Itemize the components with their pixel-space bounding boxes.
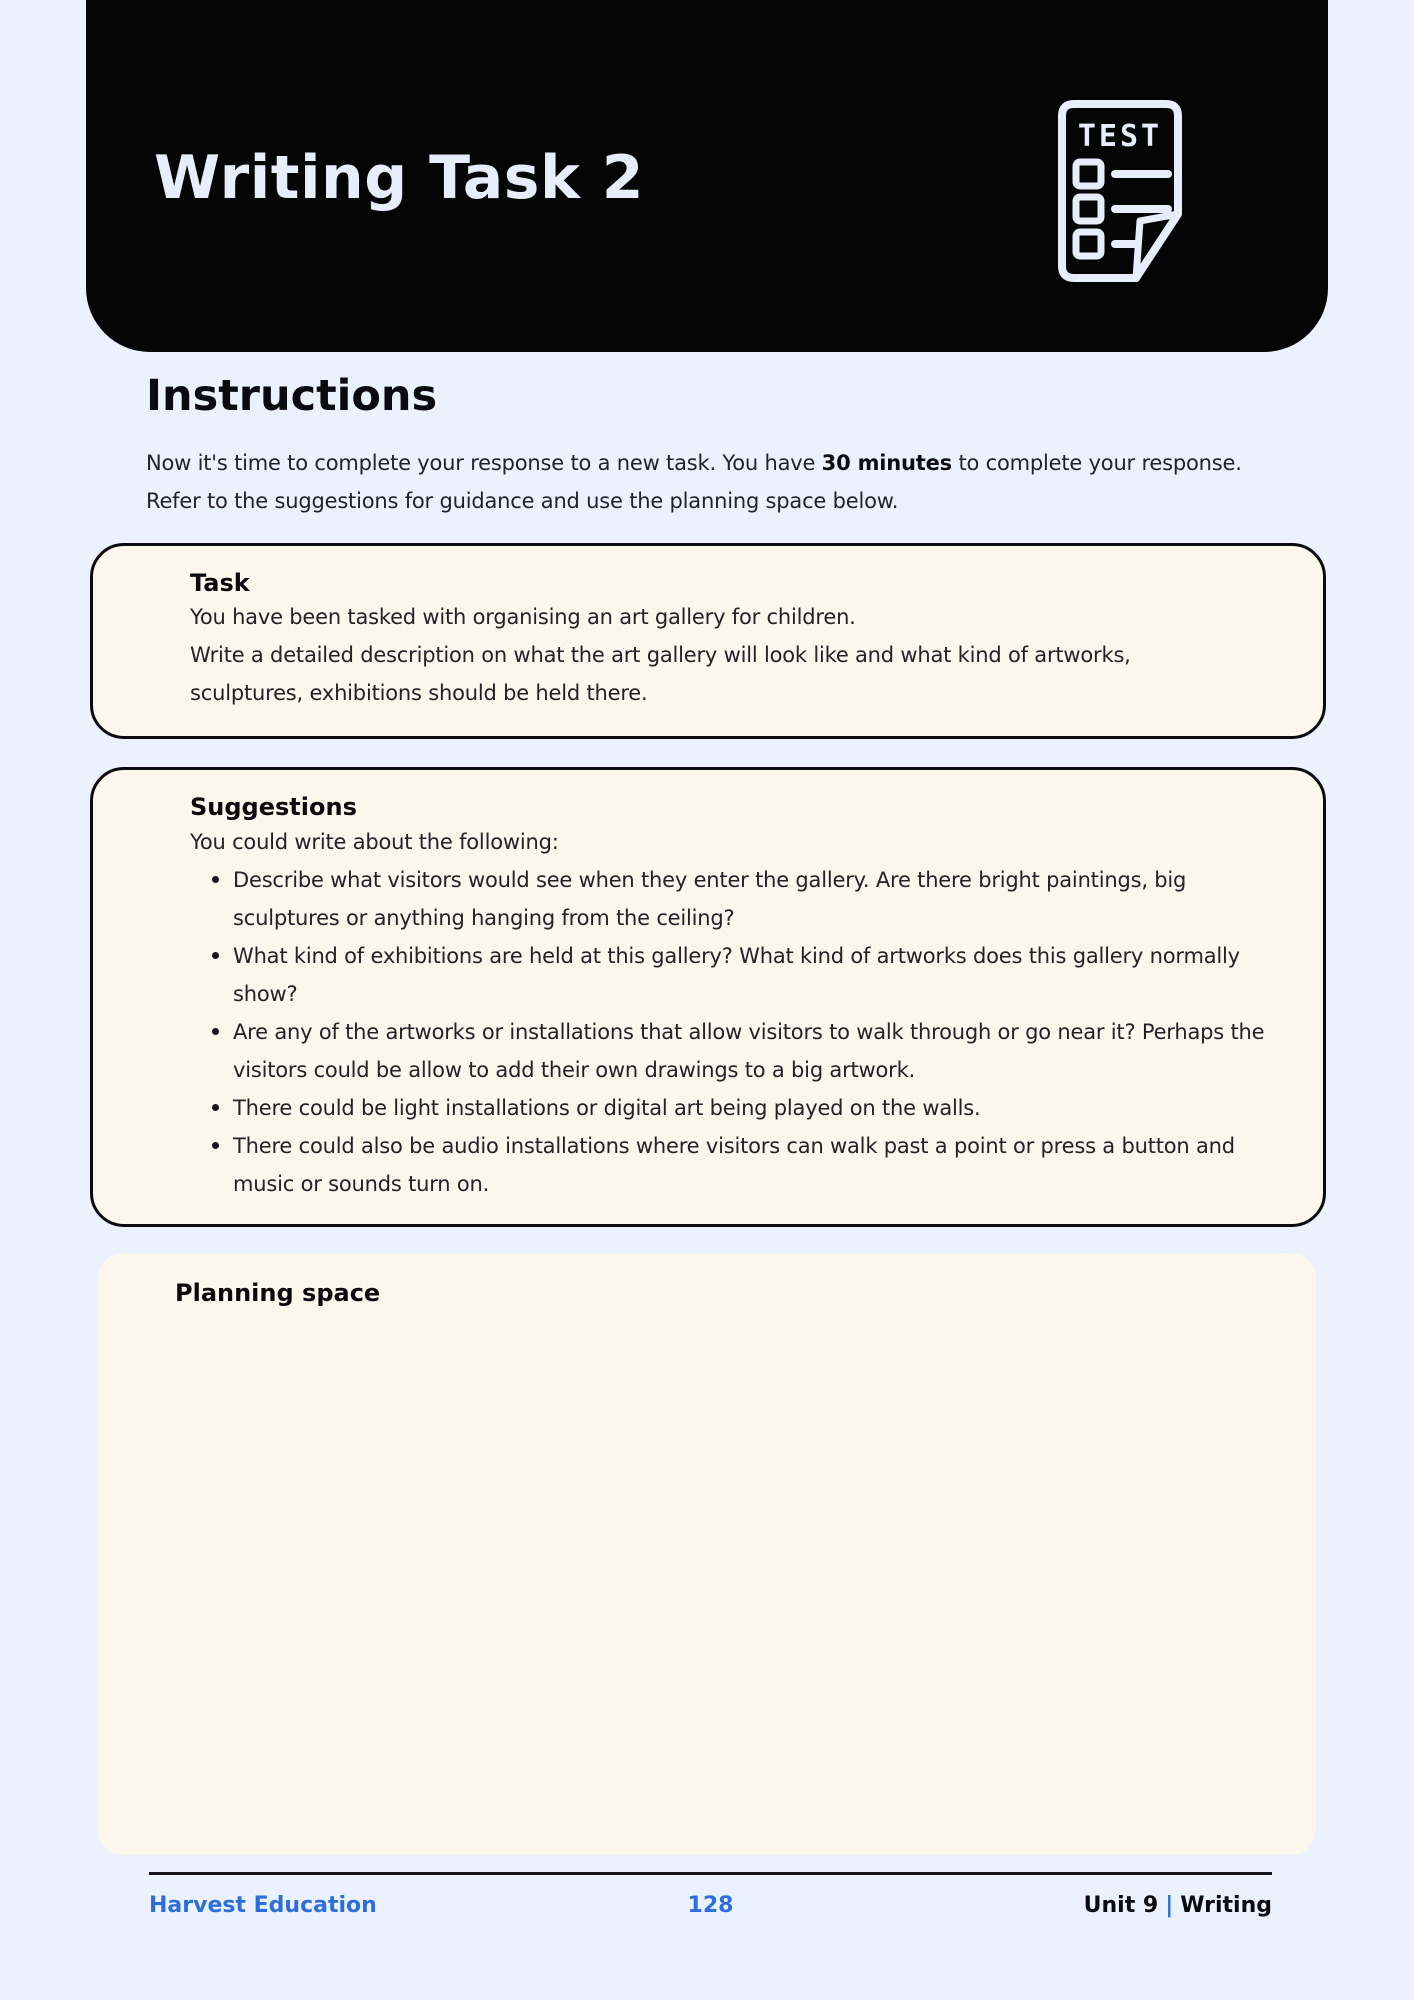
intro-text-2: to complete your response.: [951, 451, 1242, 475]
footer-section-label: Writing: [1180, 1893, 1272, 1918]
checkbox-1: [1076, 162, 1101, 186]
footer-divider: [149, 1872, 1272, 1875]
page-title: Writing Task 2: [154, 143, 645, 213]
instructions-heading: Instructions: [146, 371, 438, 421]
suggestion-item: There could be light installations or digital art being played on the walls.: [210, 1089, 1276, 1127]
suggestion-item: Are any of the artworks or installations that allow visitors to walk through or go near it? Perhaps the visitors could be allow to add their own drawings to a big artwork.: [210, 1013, 1276, 1089]
checkbox-2: [1076, 197, 1101, 221]
test-icon-label: TEST: [1077, 119, 1163, 154]
suggestion-item: Describe what visitors would see when they enter the gallery. Are there bright paintings, big sculptures or anything hanging from the ceiling?: [210, 861, 1276, 937]
checkbox-3: [1076, 232, 1101, 256]
footer-unit-label: Unit 9: [1083, 1893, 1159, 1918]
task-heading: Task: [190, 569, 250, 597]
suggestions-heading: Suggestions: [190, 793, 357, 821]
header-banner: [86, 0, 1328, 352]
intro-time-limit: 30 minutes: [821, 451, 952, 475]
planning-space-box: [98, 1253, 1316, 1855]
task-box: [90, 543, 1326, 739]
suggestions-intro: You could write about the following:: [190, 830, 559, 854]
folded-corner: [1136, 214, 1178, 278]
footer-page-number: 128: [687, 1893, 734, 1918]
intro-text-1: Now it's time to complete your response to a new task. You have: [146, 451, 822, 475]
suggestion-item: What kind of exhibitions are held at this gallery? What kind of artworks does this gallery normally show?: [210, 937, 1276, 1013]
suggestion-item: There could also be audio installations where visitors can walk past a point or press a button and music or sounds turn on.: [210, 1127, 1276, 1203]
footer-unit-section: [1084, 1891, 1272, 1921]
planning-space-heading: Planning space: [175, 1279, 381, 1307]
suggestions-list: [210, 861, 1276, 1203]
task-paragraph: You have been tasked with organising an art gallery for children.: [190, 605, 856, 629]
task-paragraph: Write a detailed description on what the art gallery will look like and what kind of artworks, sculptures, exhibitions should be held there.: [190, 643, 1131, 705]
footer: [149, 1891, 1272, 1923]
task-body: [190, 598, 1180, 712]
instructions-intro: [146, 444, 1326, 520]
footer-brand: Harvest Education: [149, 1893, 377, 1918]
footer-separator: |: [1165, 1893, 1174, 1918]
suggestions-box: [90, 767, 1326, 1227]
intro-text-3: Refer to the suggestions for guidance and use the planning space below.: [146, 489, 899, 513]
test-paper-icon: [1058, 100, 1182, 282]
